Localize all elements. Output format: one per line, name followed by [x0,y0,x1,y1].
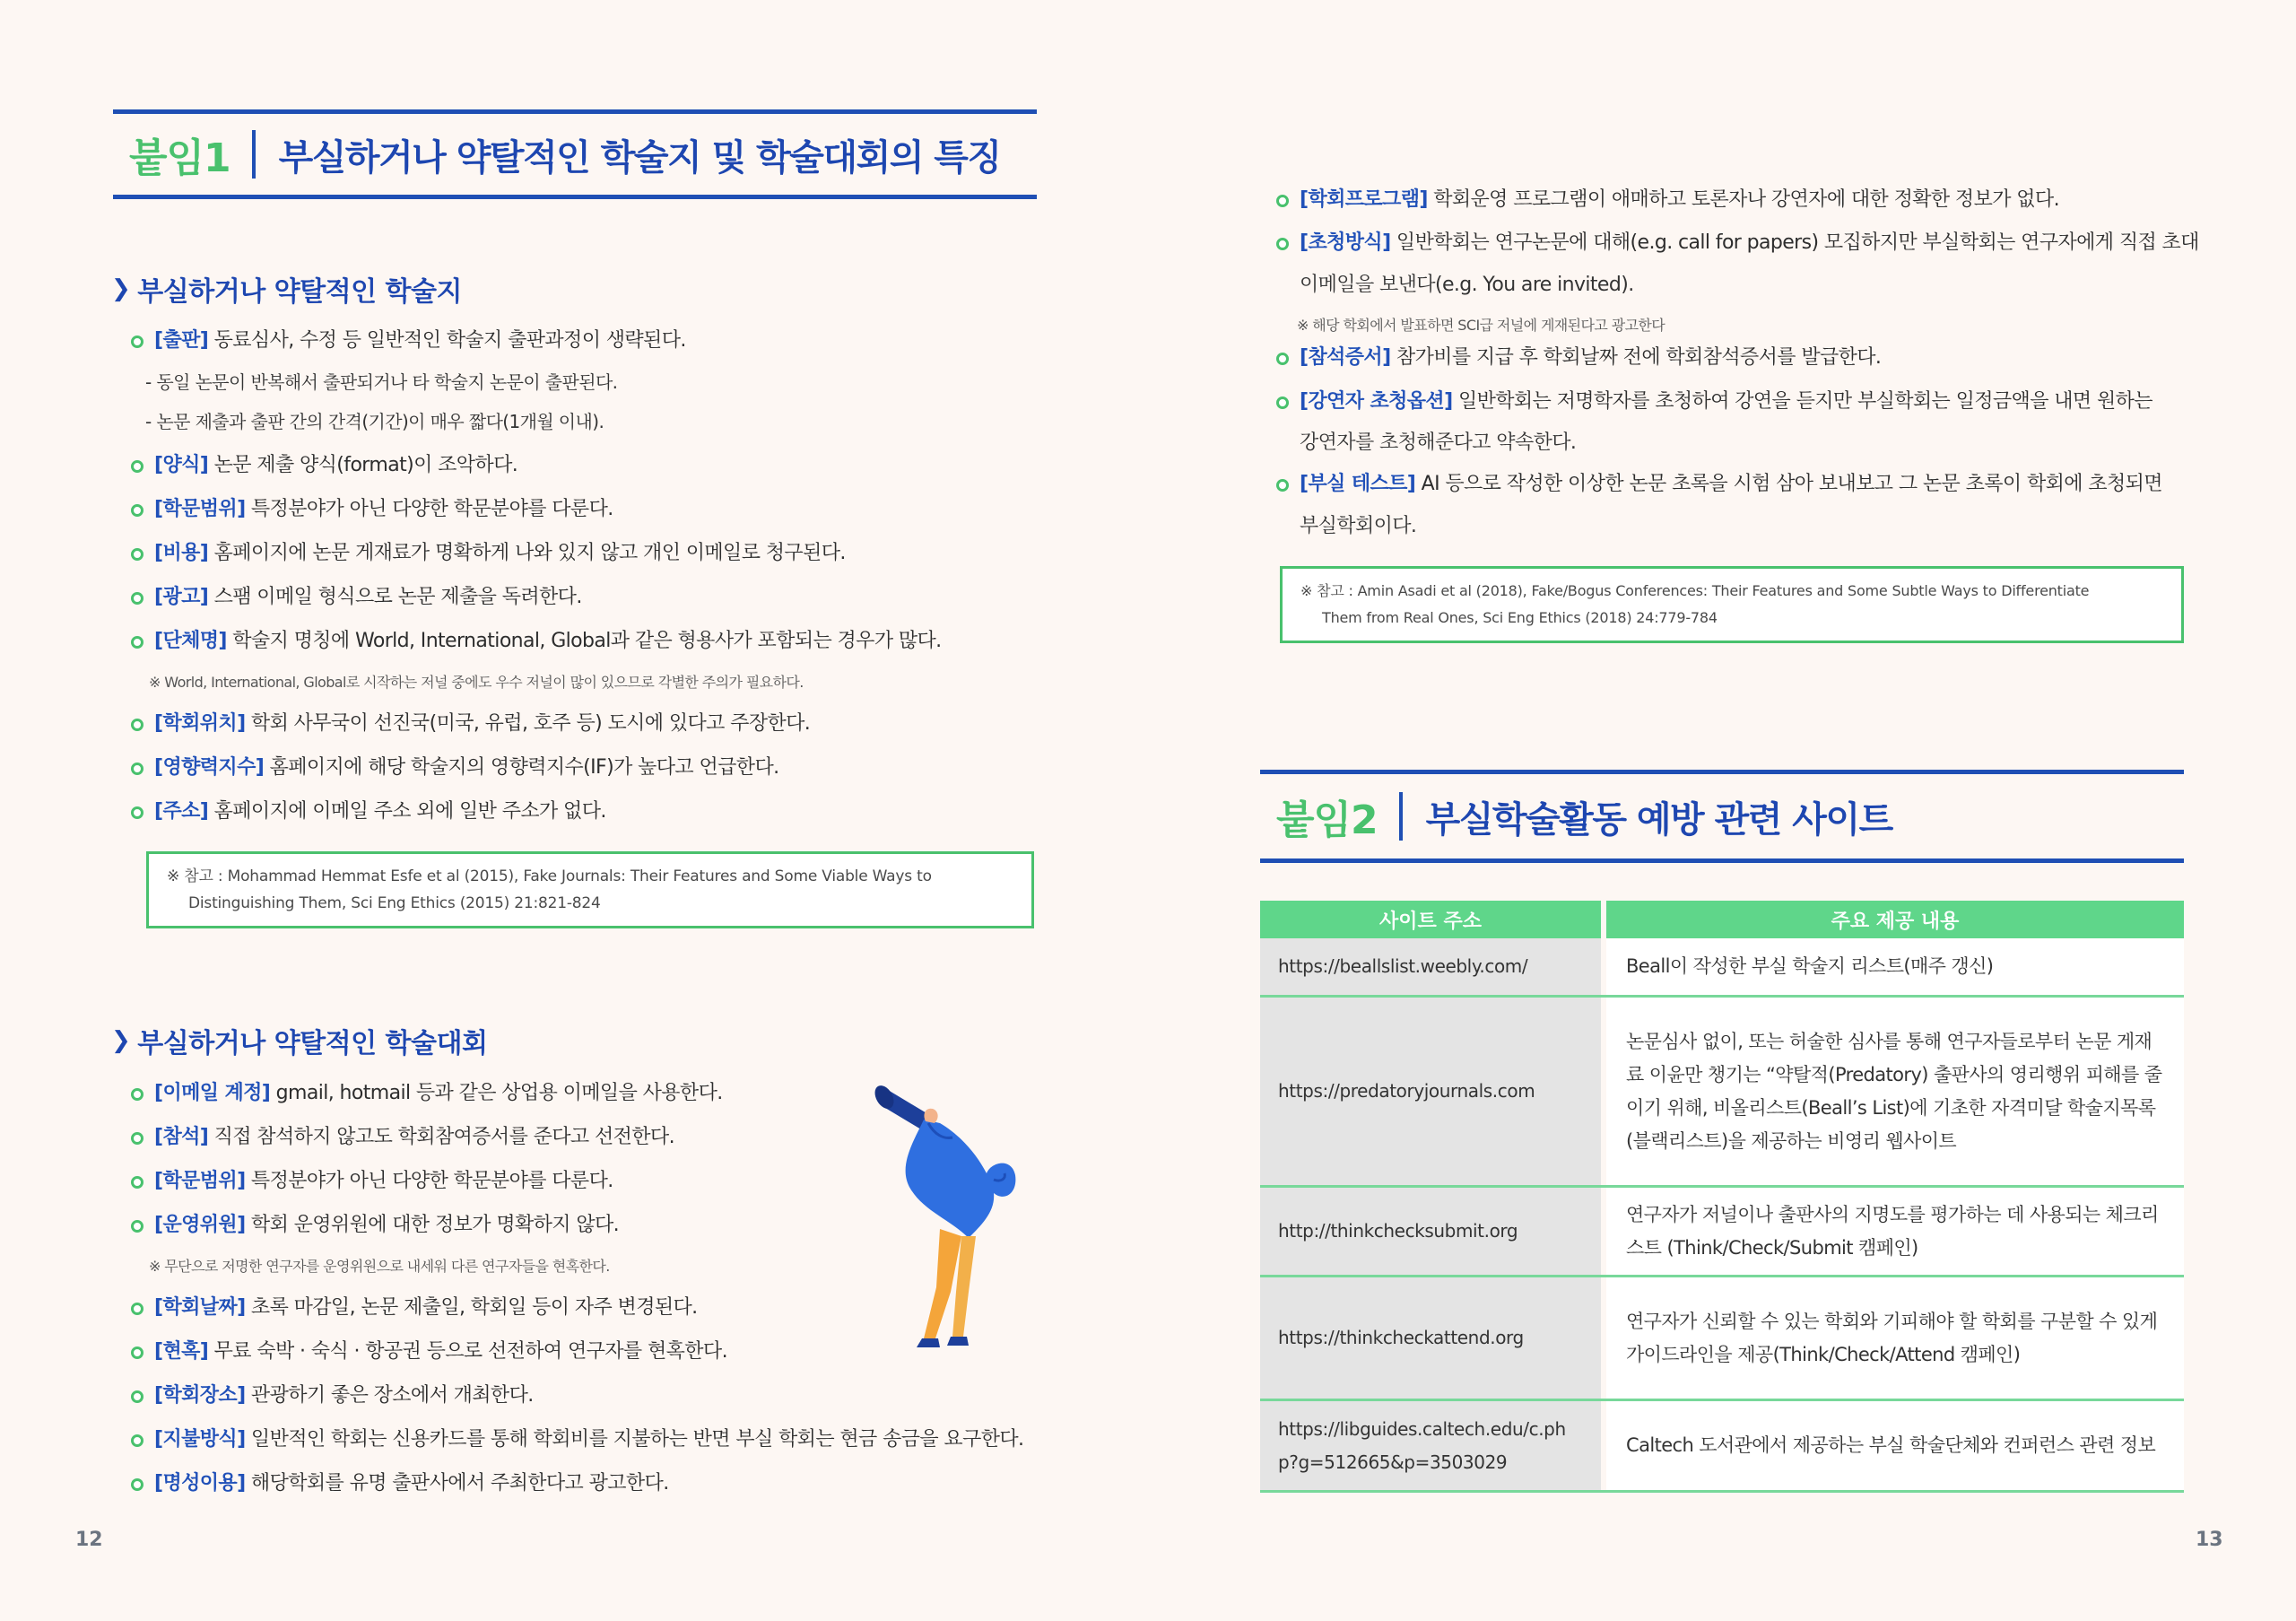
chevron-right-icon: ❯ [111,275,131,302]
bullet-icon [131,1132,144,1145]
item-text: 홈페이지에 논문 게재료가 명확하게 나와 있지 않고 개인 이메일로 청구된다. [208,542,846,564]
item-tag: [단체명] [154,630,227,652]
list-item [131,1124,674,1151]
journals-reference-box [146,851,1034,928]
continuation-text: 부실학회이다. [1300,515,1417,537]
item-text: 학회운영 프로그램이 애매하고 토론자나 강연자에 대한 정확한 정보가 없다. [1427,188,2059,211]
bullet-icon [131,719,144,731]
item-tag: [이메일 계정] [154,1082,271,1104]
list-item [131,1382,534,1409]
item-tag: [명성이용] [154,1472,246,1495]
column-header: 사이트 주소 [1260,901,1601,938]
item-text: 학술지 명칭에 World, International, Global과 같은 형용사가 포함되는 경우가 많다. [226,630,942,652]
site-description: Beall이 작성한 부실 학술지 리스트(매주 갱신) [1606,938,2184,995]
appendix2-title: 부실학술활동 예방 관련 사이트 [1425,798,1892,841]
bullet-icon [131,1390,144,1403]
reference-line: Distinguishing Them, Sci Eng Ethics (2015) 21:821-824 [188,894,601,912]
sub-item: - 논문 제출과 출판 간의 간격(기간)이 매우 짧다(1개월 이내). [145,411,604,432]
item-text: 특정분야가 아닌 다양한 학문분야를 다룬다. [245,498,613,520]
bullet-icon [131,1303,144,1315]
appendix1-divider [252,130,256,179]
conferences-title-text: 부실하거나 약탈적인 학술대회 [137,1028,488,1059]
note-text: ※ World, International, Global로 시작하는 저널 중에도 우수 저널이 많이 있으므로 각별한 주의가 필요하다. [149,674,804,691]
item-tag: [비용] [154,542,209,564]
site-url[interactable]: https://thinkcheckattend.org [1260,1277,1601,1399]
item-text: 일반적인 학회는 신용카드를 통해 학회비를 지불하는 반면 부실 학회는 현금 송금을 요구한다. [245,1428,1024,1451]
column-header: 주요 제공 내용 [1606,901,2184,938]
item-text: 참가비를 지급 후 학회날짜 전에 학회참석증서를 발급한다. [1390,346,1882,369]
item-text: 학회 운영위원에 대한 정보가 명확하지 않다. [245,1214,620,1236]
journals-title-text: 부실하거나 약탈적인 학술지 [137,276,462,308]
page-number-right: 13 [2196,1529,2223,1551]
item-text: 홈페이지에 해당 학술지의 영향력지수(IF)가 높다고 언급한다. [264,756,779,779]
bullet-icon [131,763,144,775]
item-tag: [영향력지수] [154,756,265,779]
site-description: 논문심사 없이, 또는 허술한 심사를 통해 연구자들로부터 논문 게재료 이윤만 챙기는 “약탈적(Predatory) 출판사의 영리행위 피해를 줄이기 위해, 비올리스트(Beall’s List)에 기초한 자격미달 학술지목록(블랙리스트)을 제공하는 비영리 웹사이트 [1606,998,2184,1185]
bullet-icon [1276,353,1289,365]
item-tag: [주소] [154,800,209,823]
bullet-icon [131,460,144,473]
list-item [131,584,582,611]
bullet-icon [131,548,144,561]
item-text: 스팸 이메일 형식으로 논문 제출을 독려한다. [208,586,582,608]
item-tag: [지불방식] [154,1428,246,1451]
item-tag: [양식] [154,454,209,476]
continuation-text: 이메일을 보낸다(e.g. You are invited). [1300,274,1634,296]
list-item [1276,344,1881,371]
table-row [1260,1401,2184,1493]
note-text: ※ 무단으로 저명한 연구자를 운영위원으로 내세워 다른 연구자들을 현혹한다. [149,1258,610,1275]
appendix1-title: 부실하거나 약탈적인 학술지 및 학술대회의 특징 [278,136,1001,179]
item-tag: [참석증서] [1300,346,1391,369]
item-tag: [학회날짜] [154,1296,246,1319]
reference-line: Them from Real Ones, Sci Eng Ethics (2018) 24:779-784 [1322,609,1718,626]
list-item [131,628,942,655]
item-text: 동료심사, 수정 등 일반적인 학술지 출판과정이 생략된다. [208,329,686,352]
bullet-icon [1276,195,1289,207]
site-description: Caltech 도서관에서 제공하는 부실 학술단체와 컨퍼런스 관련 정보 [1606,1401,2184,1490]
item-tag: [강연자 초청옵션] [1300,390,1453,413]
appendix2-divider [1399,792,1403,841]
item-text: 무료 숙박 · 숙식 · 항공권 등으로 선전하여 연구자를 현혹한다. [208,1340,727,1363]
bullet-icon [1276,479,1289,492]
page-number-left: 12 [75,1529,103,1551]
item-text: 일반학회는 연구논문에 대해(e.g. call for papers) 모집하지만 부실학회는 연구자에게 직접 초대 [1390,231,2199,254]
item-tag: [운영위원] [154,1214,246,1236]
item-tag: [학문범위] [154,498,246,520]
chevron-right-icon: ❯ [111,1027,131,1054]
bullet-icon [131,336,144,348]
item-tag: [학회위치] [154,712,246,735]
site-url[interactable]: https://predatoryjournals.com [1260,998,1601,1185]
bullet-icon [131,1220,144,1233]
list-item [131,1470,669,1497]
bullet-icon [131,504,144,517]
item-tag: [출판] [154,329,209,352]
item-text: 학회 사무국이 선진국(미국, 유럽, 호주 등) 도시에 있다고 주장한다. [245,712,811,735]
telescope-person-illustration [861,1068,1040,1355]
item-text: gmail, hotmail 등과 같은 상업용 이메일을 사용한다. [270,1082,723,1104]
appendix2-label: 붙임2 [1276,797,1378,843]
reference-line: ※ 참고 : Amin Asadi et al (2018), Fake/Bogus Conferences: Their Features and Some Subtle Ways to Differentiate [1300,582,2090,599]
reference-line: ※ 참고 : Mohammad Hemmat Esfe et al (2015), Fake Journals: Their Features and Some Viable Ways to [167,867,932,885]
item-tag: [학회프로그램] [1300,188,1428,211]
sites-table [1260,901,2184,1493]
list-item [131,798,606,825]
appendix1-header [113,109,1037,199]
conferences-section-title [111,1021,487,1060]
site-description: 연구자가 저널이나 출판사의 지명도를 평가하는 데 사용되는 체크리스트 (Think/Check/Submit 캠페인) [1606,1188,2184,1275]
note-text: ※ 해당 학회에서 발표하면 SCI급 저널에 게재된다고 광고한다 [1297,317,1665,334]
bullet-icon [131,1478,144,1491]
table-row [1260,1277,2184,1401]
table-row [1260,1188,2184,1277]
bullet-icon [131,806,144,819]
continuation-text: 강연자를 초청해준다고 약속한다. [1300,431,1577,454]
list-item [131,1338,727,1365]
list-item [1276,187,2059,214]
item-text: 특정분야가 아닌 다양한 학문분야를 다룬다. [245,1170,613,1192]
table-row [1260,938,2184,998]
bullet-icon [131,1088,144,1101]
item-tag: [참석] [154,1126,209,1148]
list-item [131,1212,619,1239]
list-item [131,540,846,567]
site-url[interactable]: http://thinkchecksubmit.org [1260,1188,1601,1275]
sub-item: - 동일 논문이 반복해서 출판되거나 타 학술지 논문이 출판된다. [145,371,618,393]
bullet-icon [1276,397,1289,409]
site-url[interactable]: https://libguides.caltech.edu/c.php?g=512665&p=3503029 [1260,1401,1601,1490]
list-item [131,452,517,479]
item-text: 홈페이지에 이메일 주소 외에 일반 주소가 없다. [208,800,606,823]
list-item [131,1294,698,1321]
table-header [1260,901,2184,938]
list-item [1276,388,2152,415]
bullet-icon [131,1434,144,1447]
appendix1-label: 붙임1 [129,135,230,181]
site-description: 연구자가 신뢰할 수 있는 학회와 기피해야 할 학회를 구분할 수 있게 가이드라인을 제공(Think/Check/Attend 캠페인) [1606,1277,2184,1399]
list-item [131,710,810,737]
bullet-icon [1276,238,1289,250]
list-item [131,754,778,781]
bullet-icon [131,592,144,605]
site-url[interactable]: https://beallslist.weebly.com/ [1260,938,1601,995]
bullet-icon [131,1176,144,1189]
conferences-reference-box [1280,566,2184,643]
list-item [131,1080,723,1107]
item-tag: [초청방식] [1300,231,1391,254]
list-item [131,496,613,523]
item-text: 관광하기 좋은 장소에서 개최한다. [245,1384,534,1407]
appendix2-header [1260,770,2184,863]
item-tag: [현혹] [154,1340,209,1363]
item-text: 직접 참석하지 않고도 학회참여증서를 준다고 선전한다. [208,1126,674,1148]
list-item [131,1168,613,1195]
list-item [1276,230,2199,257]
list-item [131,327,686,354]
item-tag: [광고] [154,586,209,608]
item-text: AI 등으로 작성한 이상한 논문 초록을 시험 삼아 보내보고 그 논문 초록이 학회에 초청되면 [1415,473,2162,495]
item-text: 해당학회를 유명 출판사에서 주최한다고 광고한다. [245,1472,669,1495]
list-item [131,1426,1023,1453]
item-tag: [부실 테스트] [1300,473,1416,495]
item-text: 논문 제출 양식(format)이 조악하다. [208,454,518,476]
bullet-icon [131,636,144,649]
journals-section-title [111,269,462,309]
item-text: 초록 마감일, 논문 제출일, 학회일 등이 자주 변경된다. [245,1296,698,1319]
item-text: 일반학회는 저명학자를 초청하여 강연을 듣지만 부실학회는 일정금액을 내면 원하는 [1452,390,2152,413]
item-tag: [학문범위] [154,1170,246,1192]
table-row [1260,998,2184,1188]
list-item [1276,471,2162,498]
bullet-icon [131,1346,144,1359]
item-tag: [학회장소] [154,1384,246,1407]
